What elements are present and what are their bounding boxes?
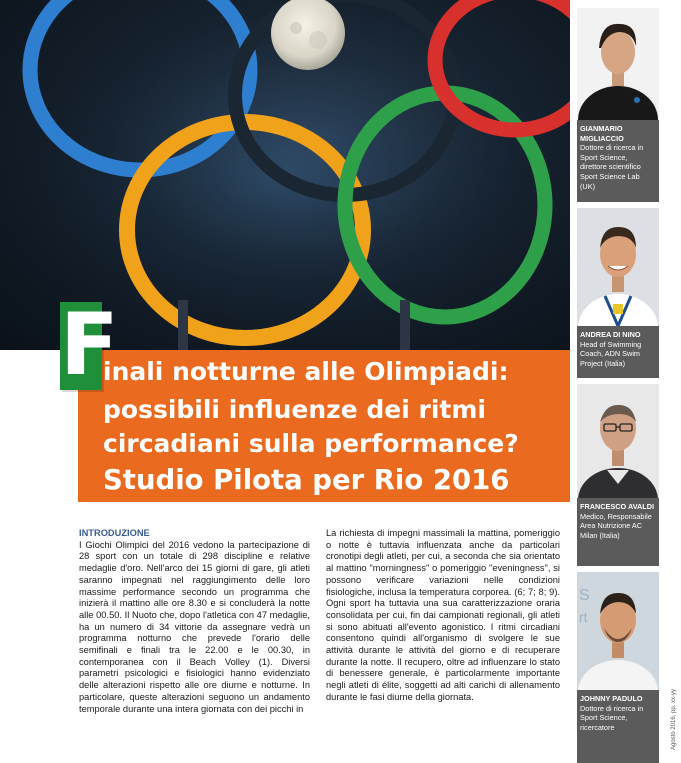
body-text-1: I Giochi Olimpici del 2016 vedono la partecipazione di 28 sport con un totale di 298 discipline e relative medaglie d'oro. Nell'arco dei 15 giorni di gare, gli atleti saranno impegnati nel raggiungimento delle loro massime performance secondo un programma che inizierà il mattino alle ore 8.30 e si concluderà la notte alle 00.50. Il Nuoto che, dopo l'atletica con 47 medaglie, ha un numero di 34 vittorie da assegnare vedrà un programma notturno che prevede l'orario delle semifinali e finali tra le 22.00 e le 00.30, in contemporanea con il Beach Volley (1). Diversi parametri psicologici e fisiologici hanno evidenziato delle alterazioni rispetto alle ore diurne e notturne. In particolare, queste alterazioni seguono un andamento temporale durante una intera giornata con dei picchi in [79, 539, 310, 714]
svg-text:S: S [579, 587, 590, 604]
title-line-3: circadiani sulla performance? [103, 429, 519, 458]
author-photo-1 [577, 8, 659, 120]
drop-cap-initial: F [60, 295, 119, 395]
author-caption-4 [577, 690, 659, 763]
page-credit [662, 650, 677, 750]
body-column-1 [79, 528, 310, 715]
author-name: GIANMARIO MIGLIACCIO [580, 124, 624, 143]
author-photo-4 [577, 572, 659, 690]
title-line-1: inali notturne alle Olimpiadi: [103, 357, 509, 386]
body-text-2: La richiesta di impegni massimali la mattina, pomeriggio o notte è tuttavia influenzata anche da particolari cronotipi degli atleti, per cui, a seconda che sia orientato al mattino "morningness" o pomeriggio "eveningness", si possono verificare variazioni nelle condizioni fisiologiche, inclusa la temperatura corporea. (6; 7; 8; 9). Ogni sport ha tuttavia una sua caratterizzazione oraria consolidata per cui, fin dai campionati regionali, gli atleti si sono abituati all'evento agonistico. I ritmi circadiani consentono quindi all'organismo di svolgere le sue attività durante le attività del giorno e di recuperare durante la notte. Il recupero, oltre ad influenzare lo stato di benessere generale, è particolarmente importante negli atleti di élite, soggetti ad alti carichi di allenamento durante le fasi diurne della giornata. [326, 528, 560, 702]
author-caption-1 [577, 120, 659, 202]
author-name: FRANCESCO AVALDI [580, 502, 655, 511]
author-role: Dottore di ricerca in Sport Science, ricercatore [580, 703, 644, 732]
title-line-4: Studio Pilota per Rio 2016 [103, 464, 510, 496]
page-credit-text: Agosto 2016, pp. xx-yy [671, 688, 677, 750]
title-line-2: possibili influenze dei ritmi [103, 395, 486, 424]
author-caption-3 [577, 498, 659, 566]
author-role: Dottore di ricerca in Sport Science, direttore scientifico Sport Science Lab (UK) [580, 143, 644, 191]
author-role: Medico, Responsabile Area Nutrizione AC Milan (Italia) [580, 511, 652, 540]
author-name: JOHNNY PADULO [580, 694, 643, 703]
svg-text:rt: rt [579, 609, 588, 625]
author-name: ANDREA DI NINO [580, 330, 641, 339]
author-caption-2 [577, 326, 659, 378]
author-role: Head of Swimming Coach, ADN Swim Project (Italia) [580, 339, 642, 368]
author-photo-2 [577, 208, 659, 326]
author-photo-3 [577, 384, 659, 498]
body-column-2 [326, 528, 560, 704]
section-heading: INTRODUZIONE [79, 528, 150, 538]
